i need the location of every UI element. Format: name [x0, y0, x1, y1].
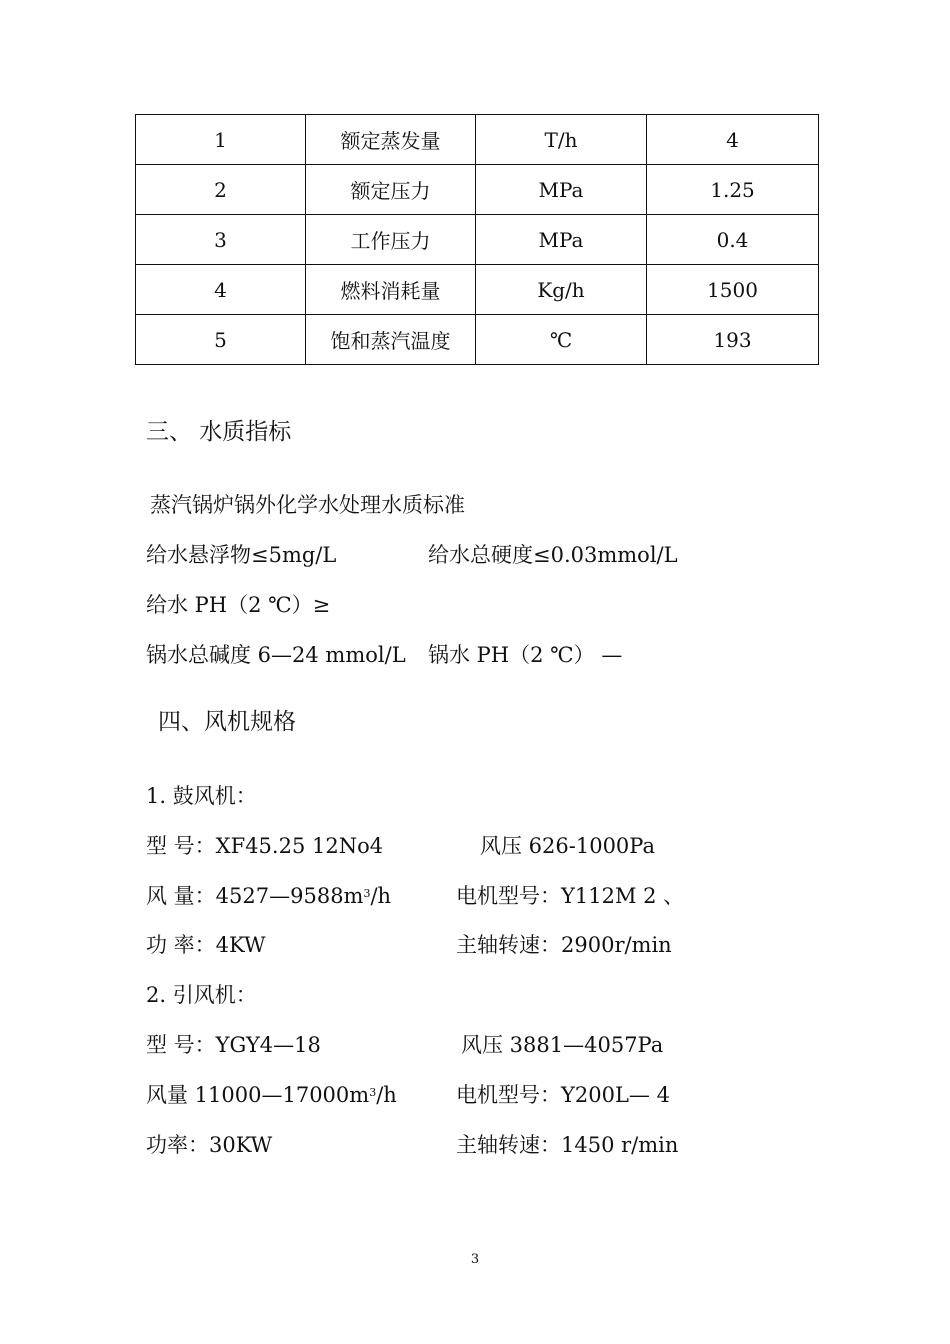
table-cell-item: 额定压力 — [306, 165, 476, 215]
blower-flow-unit: /h — [370, 884, 392, 908]
table-cell-unit: ℃ — [476, 315, 647, 365]
table-row — [136, 265, 819, 315]
table-row — [136, 315, 819, 365]
boilerwater-ph: 锅水 PH（2 ℃） — — [428, 643, 623, 667]
table-cell-unit: Kg/h — [476, 265, 647, 315]
table-cell-value: 193 — [647, 315, 819, 365]
blower-flow-exponent: 3 — [363, 887, 371, 900]
induced-fan-title: 2. 引风机： — [146, 983, 257, 1007]
table-row — [136, 115, 819, 165]
blower-power: 功 率：4KW — [146, 933, 266, 957]
spec-table-body — [136, 115, 819, 365]
blower-flow — [146, 886, 391, 907]
table-cell-value: 1500 — [647, 265, 819, 315]
table-cell-unit: T/h — [476, 115, 647, 165]
induced-fan-motor-model: 电机型号：Y200L— 4 — [456, 1083, 670, 1107]
induced-fan-power: 功率：30KW — [146, 1133, 273, 1157]
table-cell-no: 1 — [136, 115, 306, 165]
table-row — [136, 215, 819, 265]
page-number: 3 — [470, 1252, 480, 1267]
induced-fan-model: 型 号：YGY4—18 — [146, 1033, 321, 1057]
table-cell-no: 5 — [136, 315, 306, 365]
induced-fan-flow-unit: /h — [376, 1083, 397, 1107]
table-cell-no: 3 — [136, 215, 306, 265]
induced-fan-shaft-speed: 主轴转速：1450 r/min — [456, 1133, 679, 1157]
fan-spec-heading: 四、风机规格 — [158, 709, 296, 735]
table-cell-value: 4 — [647, 115, 819, 165]
table-cell-unit: MPa — [476, 165, 647, 215]
table-cell-value: 0.4 — [647, 215, 819, 265]
induced-fan-pressure: 风压 3881—4057Pa — [461, 1033, 664, 1057]
table-cell-item: 燃料消耗量 — [306, 265, 476, 315]
boilerwater-alkalinity: 锅水总碱度 6—24 mmol/L — [146, 643, 406, 667]
table-cell-no: 2 — [136, 165, 306, 215]
water-quality-heading: 三、 水质指标 — [146, 419, 292, 445]
induced-fan-flow-exponent: 3 — [369, 1086, 377, 1099]
boiler-spec-table — [135, 114, 819, 365]
feedwater-total-hardness: 给水总硬度≤0.03mmol/L — [428, 543, 678, 567]
blower-pressure: 风压 626-1000Pa — [480, 834, 656, 858]
table-cell-item: 工作压力 — [306, 215, 476, 265]
induced-fan-flow — [146, 1085, 397, 1106]
table-cell-item: 额定蒸发量 — [306, 115, 476, 165]
table-row — [136, 165, 819, 215]
blower-shaft-speed: 主轴转速：2900r/min — [456, 933, 672, 957]
blower-model: 型 号：XF45.25 12No4 — [146, 834, 384, 858]
blower-flow-text: 风 量：4527—9588m — [146, 884, 364, 908]
table-cell-unit: MPa — [476, 215, 647, 265]
feedwater-ph: 给水 PH（2 ℃）≥ — [146, 593, 331, 617]
induced-fan-flow-text: 风量 11000—17000m — [146, 1083, 370, 1107]
table-cell-value: 1.25 — [647, 165, 819, 215]
feedwater-suspended-solids: 给水悬浮物≤5mg/L — [146, 543, 337, 567]
water-quality-subtitle: 蒸汽锅炉锅外化学水处理水质标准 — [150, 493, 465, 517]
table-cell-item: 饱和蒸汽温度 — [306, 315, 476, 365]
table-cell-no: 4 — [136, 265, 306, 315]
blower-motor-model: 电机型号：Y112M 2 、 — [456, 884, 685, 908]
blower-title: 1. 鼓风机： — [146, 784, 257, 808]
